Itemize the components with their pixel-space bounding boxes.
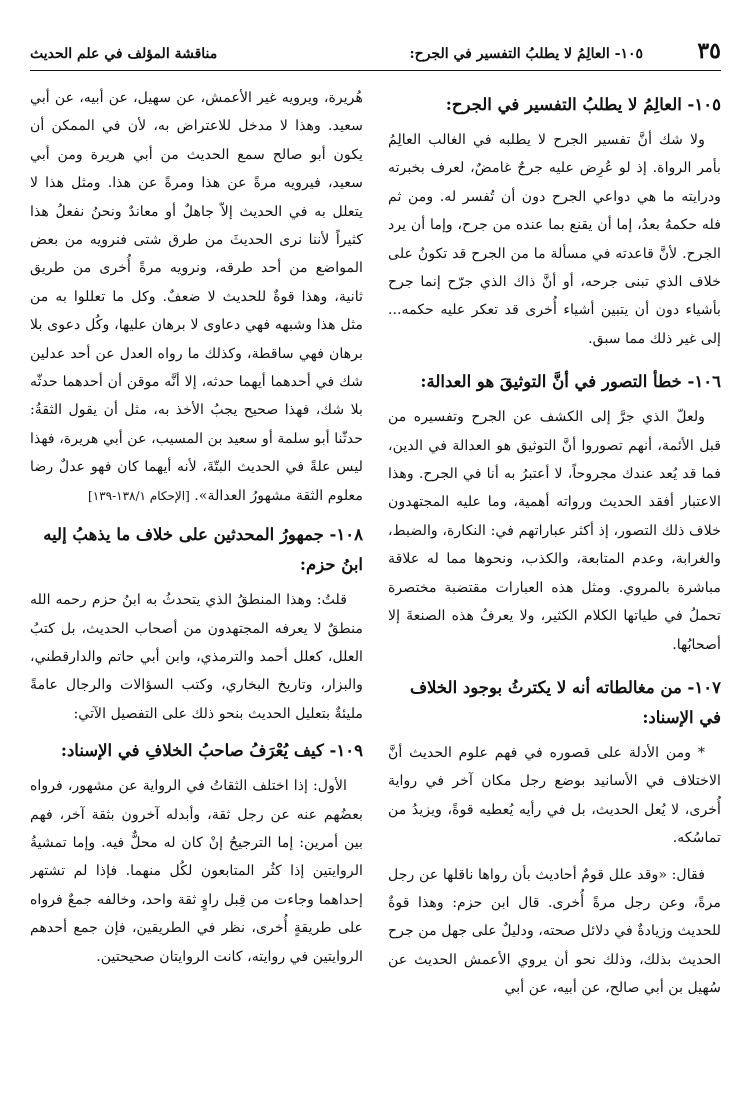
section-105-paragraph: ولا شك أنَّ تفسير الجرح لا يطلبه في الغالب العالِمُ بأمر الرواة. إذ لو عُرِض عليه جرحٌ غامضٌ، لعرف بخبرته ودرايته ما هي دواعي الجرح دون أن تُفسر له. ومن ثم فله حكمهُ بعدُ، إما أن يقنع بما عنده من جرح، وإما أن يرد الجرح. لأنَّ قاعدته في مسألة ما من الجرح قد تكونُ على خلاف الذي تبنى جرحه، أو أنَّ ذاك الذي جرّح إنما جرح بأشياء دون أن يتبين أشياء أُخرى قد تعكر عليه حكمه... إلى غير ذلك مما سبق. — [388, 132, 721, 347]
running-book-title: مناقشة المؤلف في علم الحديث — [30, 46, 218, 62]
section-108-paragraph: قلتُ: وهذا المنطقُ الذي يتحدثُ به ابنُ حزم رحمه الله منطقٌ لا يعرفه المجتهدون من أصحاب الحديث، بل كتبُ العلل، كعلل أحمد والترمذي، وابن أبي حاتم والدارقطني، والبزار، وتاريخ البخاري، وكتب السؤالات والرجال عامةً مليئةٌ بتعليل الحديث بنحو ذلك على التفصيل الآتي: — [30, 592, 363, 722]
citation-reference: [الإحكام ١٣٨/١-١٣٩] — [88, 488, 190, 503]
left-column — [30, 84, 363, 1067]
page-number: ٣٥ — [697, 38, 721, 64]
section-108-title: ١٠٨- جمهورُ المحدثين على خلاف ما يذهبُ إليه ابنُ حزم: — [43, 525, 363, 575]
section-107-title: ١٠٧- من مغالطاته أنه لا يكترثُ بوجود الخلاف في الإسناد: — [409, 677, 721, 727]
running-chapter-title: ١٠٥- العالِمُ لا يطلبُ التفسير في الجرح: — [409, 46, 643, 62]
section-107-paragraph-2: فقال: «وقد علل قومٌ أحاديث بأن رواها ناقلها عن رجل مرةً، وعن رجل مرةً أُخرى. قال ابن حزم: وهذا قوةٌ للحديث وزيادةٌ في دلائل صحته، ودليلٌ على جهل من جرح الحديث بذلك، وذلك نحو أن يروي الأعمش الحديث عن سُهيل بن أبي صالح، عن أبيه، عن أبي — [388, 866, 721, 997]
section-105-title: ١٠٥- العالِمُ لا يطلبُ التفسير في الجرح: — [445, 95, 721, 114]
right-column — [388, 84, 721, 1067]
section-107-paragraph-1: * ومن الأدلة على قصوره في فهم علوم الحديث أنَّ الاختلاف في الأسانيد بوضع رجل مكان آخر في رواية أُخرى، لا يُعل الحديث، بل في رأيه يُعطيه قوةً، ويزيدُ من تماسُكه. — [388, 744, 721, 847]
section-106-paragraph: ولعلّ الذي جرَّ إلى الكشف عن الجرح وتفسيره من قبل الأئمة، أنهم تصوروا أنَّ التوثيق هو العدالة في الدين، فما قد يُعد عندك مجروحاً، لا أعتبرُ به أنا في الجرح. وهذا الاعتبار أفقد الحديث ورواته أهمية، وما عليه المجتهدون خلاف ذلك التصور، إذ أكثر عباراتهم في: النكارة، والضبط، والغرابة، وعدم المتابعة، والكذب، ونحوها مما له علاقة مباشرة بالمروي. ومثل هذه العبارات مقتضبة مختصرة تحملُ في طياتها الكلام الكثير، ولا يعرفُ هذه الصنعةَ إلا أصحابُها. — [388, 409, 721, 653]
page-header — [30, 38, 721, 68]
section-109-title: ١٠٩- كيف يُعْرَفُ صاحبُ الخلافِ في الإسناد: — [60, 741, 363, 761]
quote-text: هُريرة، ويرويه غير الأعمش، عن سهيل، عن أبيه، عن أبي سعيد. وهذا لا مدخل للاعتراض به، لأن في الممكن أن يكون أبو صالح سمع الحديث من أبي هريرة ومن أبي سعيد، فيرويه مرةً عن هذا ومرةً عن هذا. ومثل هذا لا يتعلل به في الحديث إلاّ جاهلٌ أو معاندٌ ونحنُ نفعلُ هذا كثيراً لأننا نرى الحديثَ من طرق شتى فنرويه من بعض المواضع من أحد طرقه، ونرويه مرةً أُخرى من طريق ثانية، وهذا قوةٌ للحديث لا ضعفٌ. وكل ما تعللوا به من مثل هذا وشبهه فهي دعاوى لا برهان عليها، وكُل دعوى بلا برهان فهي ساقطة، وكذلك ما رواه العدل عن أحد عدلين شك في أحدهما أيهما حدثه، إلا أنَّه موقن أن أحدهما حدثّه بلا شك، فهذا صحيح يجبُ الأخذ به، مثل أن يقول الثقةُ: حدثّنا أبو سلمة أو سعيد بن المسيب، عن أبي هريرة، فهذا ليس علةً في الحديث البتّةَ، لأنه أيهما كان فهو عدلٌ رضا معلوم الثقة مشهورُ العدالة». — [30, 90, 363, 504]
section-109-paragraph: الأول: إذا اختلف الثقاتُ في الرواية عن مشهور، فرواه بعضُهم عنه عن رجل ثقة، وأبدله آخرون بثقة آخر، فهم بين أمرين: إما الترجيحُ إنْ كان له محلٌّ فيه. وإما تمشيةُ الروايتين إذا كثُر المتابعون لكُل منهما. فإذا لم تشتهر إحداهما وجاءت من قِبل راوٍ ثقة واحد، وخالفه جمعٌ فرواه على طريقةٍ أُخرى، نظر في الطريقين، فإن جمع أحدهم الروايتين في روايته، كانت الروايتان صحيحتين. — [30, 778, 363, 965]
section-106-title: ١٠٦- خطأ التصور في أنَّ التوثيقَ هو العدالة: — [420, 372, 721, 392]
header-rule — [30, 70, 721, 71]
quote-continuation — [30, 84, 363, 510]
